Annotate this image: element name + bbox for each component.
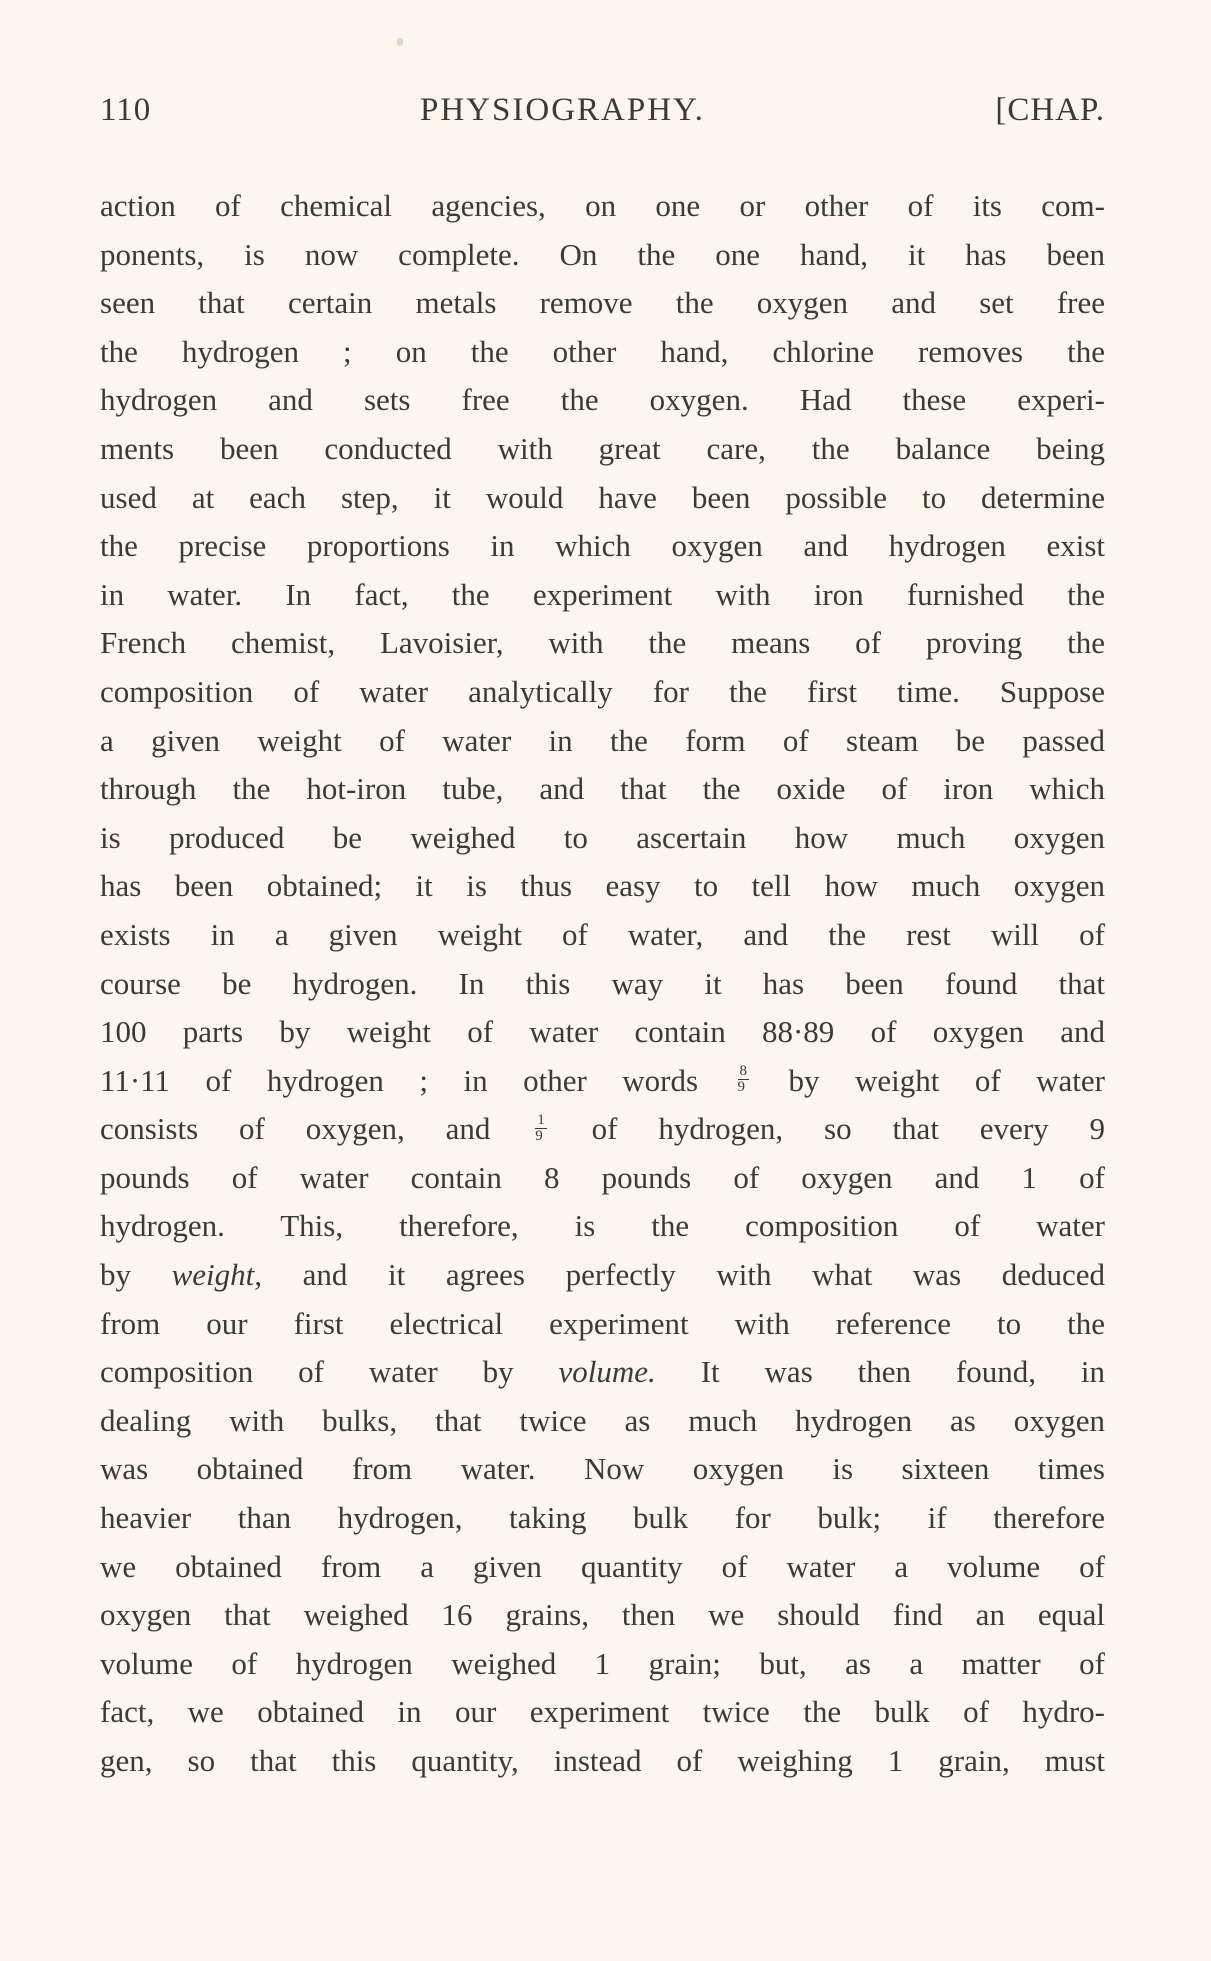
text-segment: by weight of water xyxy=(788,1062,1105,1098)
text-line: the precise proportions in which oxygen and hydrogen exist xyxy=(100,528,1105,564)
fraction-denominator: 9 xyxy=(535,1127,543,1144)
text-line: composition of water analytically for the first time. Suppose xyxy=(100,673,1105,709)
text-line-italic xyxy=(100,1251,1105,1300)
fraction-numerator: 1 xyxy=(537,1111,545,1128)
text-line: used at each step, it would have been possible to determine xyxy=(100,479,1105,515)
text-line: gen, so that this quantity, instead of weighing 1 grain, must xyxy=(100,1743,1105,1778)
text-line-italic xyxy=(100,1348,1105,1397)
text-line: hydrogen and sets free the oxygen. Had these experi- xyxy=(100,382,1105,418)
ink-speck xyxy=(397,38,403,46)
text-line: 100 parts by weight of water contain 88·89 of oxygen and xyxy=(100,1014,1105,1050)
chapter-label: [CHAP. xyxy=(995,92,1105,128)
text-line: a given weight of water in the form of steam be passed xyxy=(100,722,1105,758)
italic-word: volume. xyxy=(558,1354,656,1390)
text-line: is produced be weighed to ascertain how much oxygen xyxy=(100,819,1105,855)
text-segment: composition of water by xyxy=(100,1354,514,1390)
text-line: fact, we obtained in our experiment twice the bulk of hydro- xyxy=(100,1694,1105,1730)
body-text xyxy=(100,182,1105,1786)
fraction-one-ninth xyxy=(535,1113,547,1144)
italic-word: weight, xyxy=(171,1257,263,1293)
text-line: exists in a given weight of water, and the rest will of xyxy=(100,916,1105,952)
text-line: action of chemical agencies, on one or other of its com- xyxy=(100,188,1105,223)
text-line: course be hydrogen. In this way it has been found that xyxy=(100,965,1105,1001)
text-line-fraction xyxy=(100,1057,1105,1106)
text-line: heavier than hydrogen, taking bulk for bulk; if therefore xyxy=(100,1500,1105,1536)
text-line: ments been conducted with great care, the balance being xyxy=(100,430,1105,466)
text-line: we obtained from a given quantity of water a volume of xyxy=(100,1548,1105,1584)
text-line: French chemist, Lavoisier, with the means of proving the xyxy=(100,625,1105,661)
text-line: has been obtained; it is thus easy to tell how much oxygen xyxy=(100,868,1105,904)
text-line: in water. In fact, the experiment with iron furnished the xyxy=(100,576,1105,612)
text-segment: It was then found, in xyxy=(700,1354,1105,1390)
text-line: was obtained from water. Now oxygen is sixteen times xyxy=(100,1451,1105,1487)
running-header xyxy=(100,92,1105,152)
text-line: pounds of water contain 8 pounds of oxygen and 1 of xyxy=(100,1159,1105,1195)
text-line: dealing with bulks, that twice as much hydrogen as oxygen xyxy=(100,1402,1105,1438)
text-segment: of hydrogen, so that every 9 xyxy=(591,1111,1106,1147)
page-number: 110 xyxy=(100,92,152,128)
text-line: from our first electrical experiment with reference to the xyxy=(100,1305,1105,1341)
fraction-denominator: 9 xyxy=(737,1079,746,1096)
text-segment: consists of oxygen, and xyxy=(100,1111,491,1147)
text-line: through the hot-iron tube, and that the oxide of iron which xyxy=(100,771,1105,807)
text-line: the hydrogen ; on the other hand, chlorine removes the xyxy=(100,333,1105,369)
running-title: PHYSIOGRAPHY. xyxy=(420,92,705,128)
text-segment: and it agrees perfectly with what was deduced xyxy=(302,1257,1106,1293)
text-segment: 11·11 of hydrogen ; in other words xyxy=(100,1062,699,1098)
text-line: oxygen that weighed 16 grains, then we should find an equal xyxy=(100,1597,1105,1633)
text-line: hydrogen. This, therefore, is the composition of water xyxy=(100,1208,1105,1244)
fraction-numerator: 8 xyxy=(739,1063,748,1080)
text-line: seen that certain metals remove the oxygen and set free xyxy=(100,285,1105,321)
text-line: volume of hydrogen weighed 1 grain; but, as a matter of xyxy=(100,1645,1105,1681)
fraction-eight-ninths xyxy=(738,1064,750,1095)
text-line-fraction xyxy=(100,1105,1105,1154)
text-segment: by xyxy=(100,1257,131,1293)
text-line: ponents, is now complete. On the one hand, it has been xyxy=(100,236,1105,272)
